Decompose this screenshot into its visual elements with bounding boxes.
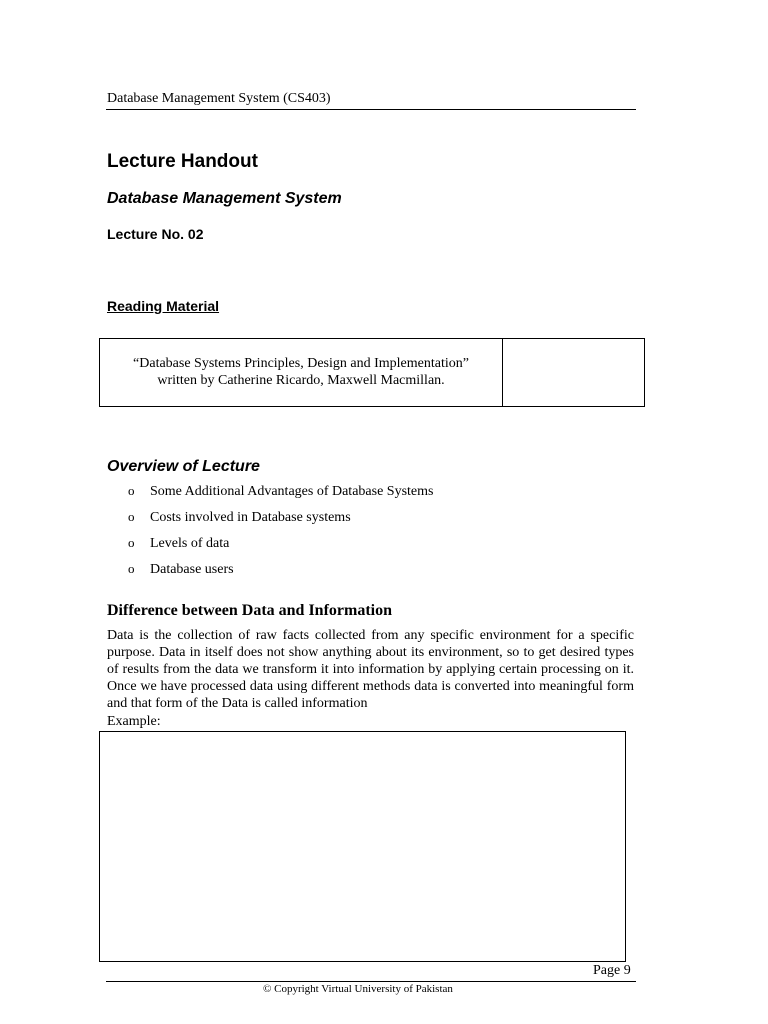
bullet-icon: o [128, 561, 135, 576]
bullet-icon: o [128, 509, 135, 524]
bullet-icon: o [128, 483, 135, 498]
list-item-text: Database users [150, 562, 234, 577]
reading-material-table [99, 338, 645, 407]
example-box [99, 731, 626, 962]
subject-title: Database Management System [107, 190, 342, 207]
lecture-number: Lecture No. 02 [107, 226, 204, 242]
reading-material-heading: Reading Material [107, 298, 220, 314]
body-paragraph: Data is the collection of raw facts collected from any specific environment for a specific purpose. Data in itself does not show anything about its environment, so to get desired types of results from the data we transform it into information by applying certain processing on it. Once we have processed data using different methods data is converted into meaningful form and that form of the Data is called information [107, 628, 634, 711]
citation-title: “Database Systems Principles, Design and Implementation” [133, 356, 469, 371]
bullet-icon: o [128, 535, 135, 550]
footer-divider [106, 981, 636, 982]
citation-authors: written by Catherine Ricardo, Maxwell Macmillan. [157, 373, 445, 388]
section-heading: Difference between Data and Information [107, 602, 392, 619]
overview-heading: Overview of Lecture [107, 458, 260, 475]
copyright-notice: © Copyright Virtual University of Pakistan [263, 983, 453, 995]
list-item [128, 508, 433, 534]
example-label: Example: [107, 714, 161, 729]
reading-material-citation [100, 355, 502, 389]
list-item [128, 560, 433, 586]
list-item-text: Costs involved in Database systems [150, 510, 351, 525]
page-number: Page 9 [593, 963, 631, 978]
list-item-text: Some Additional Advantages of Database Systems [150, 484, 434, 499]
header-divider [106, 109, 636, 110]
overview-list [128, 482, 433, 586]
list-item [128, 482, 433, 508]
table-column-divider [502, 339, 503, 406]
list-item [128, 534, 433, 560]
list-item-text: Levels of data [150, 536, 230, 551]
lecture-title: Lecture Handout [107, 151, 258, 172]
running-header: Database Management System (CS403) [107, 91, 331, 106]
